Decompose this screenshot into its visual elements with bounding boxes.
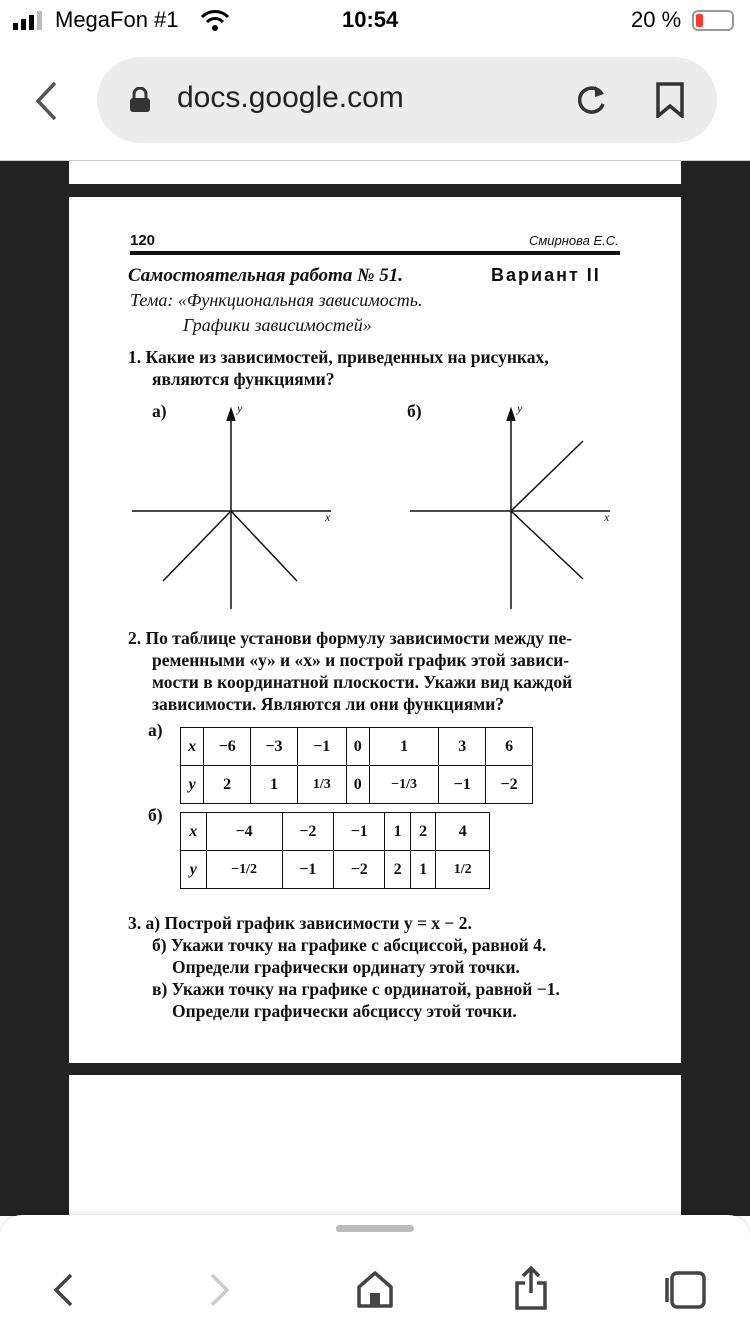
q1-line: являются функциями? <box>152 369 335 389</box>
graph-a-y-label: y <box>237 401 243 415</box>
q2-line: 2. По таблице установи формулу зависимости между пе- <box>128 628 573 648</box>
graph-a-x-label: x <box>325 510 331 524</box>
q2-line: зависимости. Являются ли они функциями? <box>152 694 505 714</box>
table-cell: 2 <box>410 813 436 851</box>
page-next <box>69 1075 681 1217</box>
carrier: MegaFon #1 <box>55 7 179 32</box>
graphs <box>69 197 681 617</box>
table-cell: −6 <box>204 728 251 766</box>
q3-line: б) Укажи точку на графике с абсциссой, равной 4. <box>152 935 547 955</box>
table-cell: 1/3 <box>297 766 346 804</box>
table-cell: −3 <box>251 728 298 766</box>
q2-line: мости в координатной плоскости. Укажи вид каждой <box>152 672 573 692</box>
back-nav-icon[interactable] <box>50 1272 76 1308</box>
table-cell: −1/3 <box>369 766 438 804</box>
lock-icon <box>129 87 151 113</box>
table-a-label: а) <box>148 720 163 740</box>
table-cell: −4 <box>206 813 282 851</box>
table-cell: 1 <box>410 851 436 889</box>
battery-icon <box>692 10 734 31</box>
share-icon[interactable] <box>513 1265 549 1311</box>
table-b <box>180 812 490 889</box>
drag-handle[interactable] <box>336 1225 414 1232</box>
table-cell: 1/2 <box>436 851 490 889</box>
graph-b-y-label: y <box>517 401 523 415</box>
table-cell: y <box>181 851 207 889</box>
table-cell: 1 <box>251 766 298 804</box>
graph-a <box>132 409 331 609</box>
table-cell: 6 <box>486 728 533 766</box>
table-cell: −1 <box>282 851 333 889</box>
table-cell: 0 <box>346 728 369 766</box>
home-icon[interactable] <box>356 1269 394 1309</box>
topic-line-2: Графики зависимостей» <box>183 315 372 335</box>
url-text[interactable]: docs.google.com <box>177 81 404 114</box>
table-cell: −1 <box>334 813 385 851</box>
q3-line: в) Укажи точку на графике с ординатой, равной −1. <box>152 979 560 999</box>
table-row-y <box>181 766 533 804</box>
page-current <box>69 197 681 1063</box>
q1-line: 1. Какие из зависимостей, приведенных на рисунках, <box>128 347 549 367</box>
table-cell: 3 <box>439 728 486 766</box>
table-cell: x <box>181 728 204 766</box>
graph-b-x-label: x <box>604 510 610 524</box>
q3-line: Определи графически ординату этой точки. <box>172 957 520 977</box>
table-row-y <box>181 851 490 889</box>
table-cell: −1 <box>439 766 486 804</box>
table-cell: 2 <box>204 766 251 804</box>
bookmark-icon[interactable] <box>655 82 685 118</box>
bottom-toolbar <box>0 1215 750 1334</box>
reload-icon[interactable] <box>573 82 609 118</box>
table-cell: −2 <box>334 851 385 889</box>
worksheet-title: Самостоятельная работа № 51. <box>128 265 403 286</box>
table-cell: −1 <box>297 728 346 766</box>
tabs-icon[interactable] <box>664 1270 708 1310</box>
table-cell: 0 <box>346 766 369 804</box>
wifi-icon <box>200 9 230 31</box>
table-cell: 1 <box>385 813 411 851</box>
table-row-x <box>181 813 490 851</box>
table-cell: −2 <box>282 813 333 851</box>
q3-line: 3. а) Построй график зависимости y = x − 2. <box>128 913 472 933</box>
signal-icon <box>13 11 47 31</box>
table-b-label: б) <box>148 805 163 825</box>
table-row-x <box>181 728 533 766</box>
clock: 10:54 <box>342 7 399 32</box>
address-bar[interactable] <box>97 57 717 143</box>
table-cell: 2 <box>385 851 411 889</box>
graph-a-label: а) <box>152 401 167 421</box>
document-viewer[interactable] <box>0 160 750 1216</box>
question-3 <box>128 912 560 1022</box>
table-a <box>180 727 533 804</box>
table-cell: x <box>181 813 207 851</box>
topic-line-1: Тема: «Функциональная зависимость. <box>130 290 423 310</box>
page-previous <box>69 161 681 184</box>
table-cell: y <box>181 766 204 804</box>
author: Смирнова Е.С. <box>529 233 619 248</box>
forward-nav-icon[interactable] <box>207 1272 233 1308</box>
status-bar <box>0 0 750 42</box>
graph-b <box>410 409 610 609</box>
q3-line: Определи графически абсциссу этой точки. <box>172 1001 517 1021</box>
back-icon[interactable] <box>33 80 59 122</box>
graph-b-label: б) <box>407 401 422 421</box>
table-cell: −2 <box>486 766 533 804</box>
page-number: 120 <box>130 232 156 249</box>
battery-percent: 20 % <box>631 7 682 32</box>
variant: Вариант II <box>491 265 601 285</box>
table-cell: −1/2 <box>206 851 282 889</box>
question-2 <box>128 627 572 715</box>
table-cell: 1 <box>369 728 438 766</box>
table-cell: 4 <box>436 813 490 851</box>
q2-line: ременными «y» и «x» и построй график этой зависи- <box>152 650 570 670</box>
